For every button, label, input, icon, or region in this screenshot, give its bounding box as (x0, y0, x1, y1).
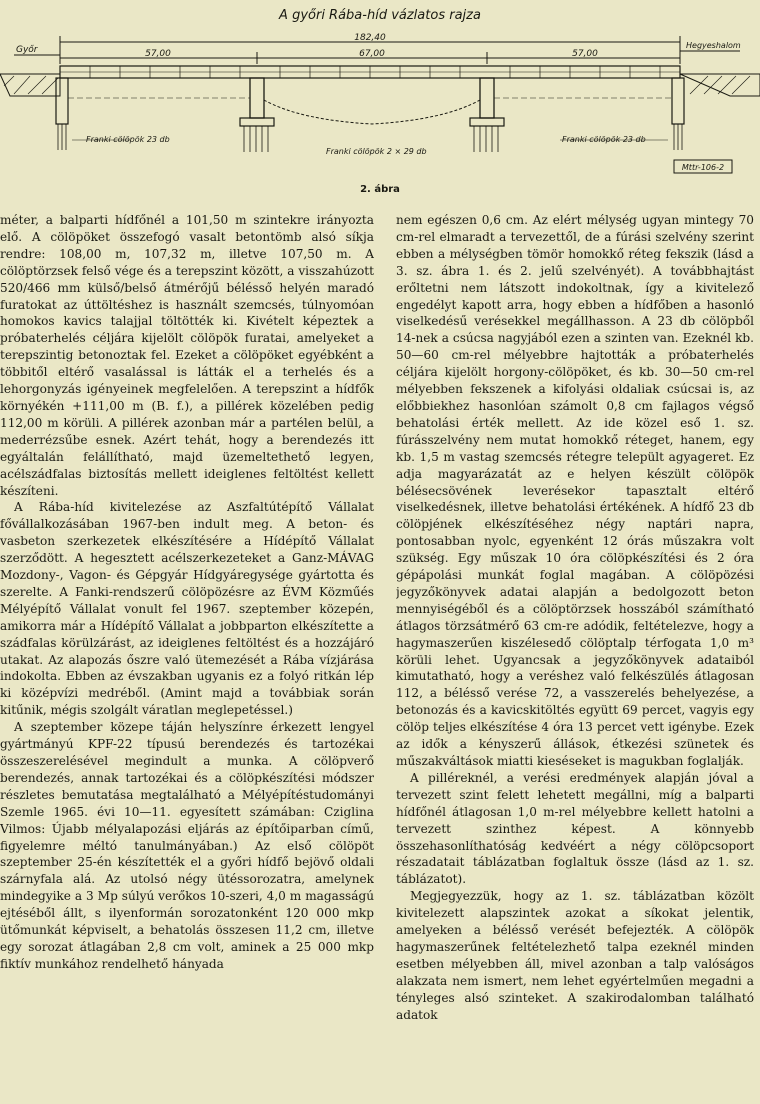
right-column (396, 212, 754, 1102)
paragraph: A Rába-híd kivitelezése az Aszfaltútépítő Vállalat fővállalkozásában 1967-ben indult meg. A beton- és vasbeton szerkezetek elkészítésére a Hídépítő Vállalat szerződött. A hegesztett acélszerkezeteket a Ganz-MÁVAG Mozdony-, Vagon- és Gépgyár Hídgyáregysége gyártotta és szerelte. A Fanki-rendszerű cölöpözésre az ÉVM Közműés Mélyépítő Vállalat vonult fel 1967. szeptember közepén, amikorra már a Hídépítő Vállalat a jobbparton elkészítette a szádfalas körülzárást, az ideiglenes feltöltést és a hozzájáró utakat. Az alapozás őszre való ütemezését a Rába vízjárása indokolta. Ebben az évszakban ugyanis ez a folyó ritkán lép ki középvízi medréből. (Amint majd a továbbiak során kitűnik, mégis szolgált váratlan meglepetéssel.) (0, 500, 374, 718)
piles-middle-label: Franki cölöpök 2 × 29 db (326, 147, 427, 156)
right-span-label: 57,00 (572, 49, 598, 59)
gyor-label: Győr (16, 45, 38, 55)
piles-right-label: Franki cölöpök 23 db (562, 135, 646, 144)
paragraph: méter, a balparti hídfőnél a 101,50 m szintekre irányozta elő. A cölöpöket összefogó vasalt betontömb alsó síkja rendre: 108,00 m, 107,32 m, illetve 107,50 m. A cölöptörzsek felső vége és a terepszint között, a visszahúzott 520/466 mm külső/belső átmérőjű bélésső helyén maradó furatokat az úttöltéshez is használt szemcsés, túlnyomóan homokos kavics talajjal töltötték ki. Kivételt képeztek a próbaterhelés céljára kijelölt cölöpök furatai, amelyeket a terepszintig betonoztak fel. Ezeket a cölöpöket egyébként a többitől eltérő vasalással is látták el a terhelés és a lehorgonyzás igényeinek megfelelően. A terepszint a hídfők környékén +111,00 m (B. f.), a pillérek közelében pedig 112,00 m körüli. A pillérek azonban már a partélen belül, a mederrézsűbe esnek. Azért tehát, hogy a berendezés itt egyáltalán felállítható, majd üzemeltethető legyen, acélszádfalas biztosítás mellett ideiglenes feltöltést kellett készíteni. (0, 213, 374, 498)
paragraph: Megjegyezzük, hogy az 1. sz. táblázatban közölt kivitelezett alapszintek azokat a síkokat jelentik, amelyeken a bélésső verését befejezték. A cölöpök hagymaszerűnek feltételezhető talpa ezeknél minden esetben mélyebben áll, mivel azonban a talp valóságos alakzata nem ismert, nem lehet egyértelműen megadni a tényleges alsó szinteket. A szakirodalomban található adatok (396, 889, 754, 1022)
right-abutment (672, 78, 684, 124)
paragraph: nem egészen 0,6 cm. Az elért mélység ugyan mintegy 70 cm-rel elmaradt a tervezettől, de a fúrási szelvény szerint ebben a mélységben tömör homokkő réteg fekszik (lásd a 3. sz. ábra 1. és 2. jelű szelvényét). A továbbhajtást erőltetni nem látszott indokoltnak, így a kivitelező engedélyt kapott arra, hogy ebben a hídfőben a hasonló viselkedésű verésekkel megállhasson. A 23 db cölöpből 14-nek a csúcsa nagyjából ezen a szinten van. Ezeknél kb. 50—60 cm-rel mélyebbre hajtották a próbaterhelés céljára kijelölt horgony-cölöpöket, és kb. 30—50 cm-rel mélyebben fekszenek a kifolyási oldaliak csúcsai is, az előbbiekhez hasonlóan számolt 0,8 cm fajlagos végső behatolási érték mellett. Az ide közel eső 1. sz. fúrásszelvény nem mutat homokkő réteget, hanem, egy kb. 1,5 m vastag szemcsés rétegre települt agyageret. Ez adja magyarázatát az e helyen készült cölöpök bélésecsövének leverésekor tapasztalt eltérő viselkedésnek, illetve behatolási értékének. A hídfő 23 db cölöpjének elkészítéséhez négy naptári napra, pontosabban nyolc, egyenként 12 órás műszakra volt szükség. Egy műszak 10 óra cölöpkészítési és 2 óra gépápolási munkát foglal magában. A cölöpözési jegyzőkönyvek adatai alapján a bedolgozott beton mennyiségéből és a cölöptörzsek hosszából számítható átlagos törzsátmérő 63 cm-re adódik, feltételezve, hogy a hagymaszerűen kiszélesedő cölöptalp térfogata 1,0 m³ körüli lehet. Ugyancsak a jegyzőkönyvek adataiból kimutatható, hogy a veréshez való felkészülés átlagosan 112, a bélésső verése 72, a vasszerelés behelyezése, a betonozás és a kavicskitöltés együtt 69 percet, vagyis egy cölöp teljes elkészítése 4 óra 13 percet vett igénybe. Ezek az idők a kényszerű állások, étkezési szünetek és műszakváltások miatti kieséseket is magukban foglalják. (396, 213, 754, 768)
paragraph: A pilléreknél, a verési eredmények alapján jóval a tervezett szint felett lehetett megállni, míg a balparti hídfőnél átlagosan 1,0 m-rel mélyebbre kellett hatolni a tervezett szinthez képest. A könnyebb összehasonlíthatóság kedvéért a négy cölöpcsoport részadatait táblázatban foglaltuk össze (lásd az 1. sz. táblázatot). (396, 770, 754, 887)
left-pier (250, 78, 264, 118)
right-embankment (680, 74, 760, 96)
left-abutment (56, 78, 68, 124)
middle-span-label: 67,00 (359, 49, 385, 59)
left-column (0, 212, 374, 1102)
total-length-label: 182,40 (354, 33, 386, 43)
bridge-figure (0, 0, 760, 205)
paragraph: A szeptember közepe táján helyszínre érkezett lengyel gyártmányú KPF-22 típusú berendezés és tartozékai összeszerelésével megindult a munka. A cölöpverő berendezés, annak tartozékai és a cölöpkészítési módszer részletes bemutatása megtalálható a Mélyépítéstudományi Szemle 1965. évi 10—11. egyesített számában: Cziglina Vilmos: Újabb mélyalapozási eljárás az építőiparban című, figyelemre méltó tanulmányában.) Az első cölöpöt szeptember 25-én készítették el a győri hídfő bejövő oldali szárnyfala alá. Az utolsó négy ütéssorozatra, amelynek mindegyike a 3 Mp súlyú verőkos 10-szeri, 4,0 m magasságú ejtéséből állt, s ilyenformán sorozatonként 120 000 mkp ütőmunkát képviselt, a behatolás összesen 11,2 cm, illetve egy sorozat átlagában 2,8 cm volt, aminek a 25 000 mkp fiktív munkához rendelhető hányada (0, 720, 374, 971)
right-pier (480, 78, 494, 118)
river-bed (264, 100, 480, 124)
ref-code: Mttr-106-2 (681, 163, 725, 172)
piles-left-label: Franki cölöpök 23 db (86, 135, 170, 144)
hegyeshalom-label: Hegyeshalom (686, 41, 741, 50)
figure-caption: 2. ábra (360, 184, 400, 195)
figure-title: A győri Rába-híd vázlatos rajza (279, 8, 481, 23)
left-span-label: 57,00 (145, 49, 171, 59)
bridge-drawing (0, 28, 760, 180)
